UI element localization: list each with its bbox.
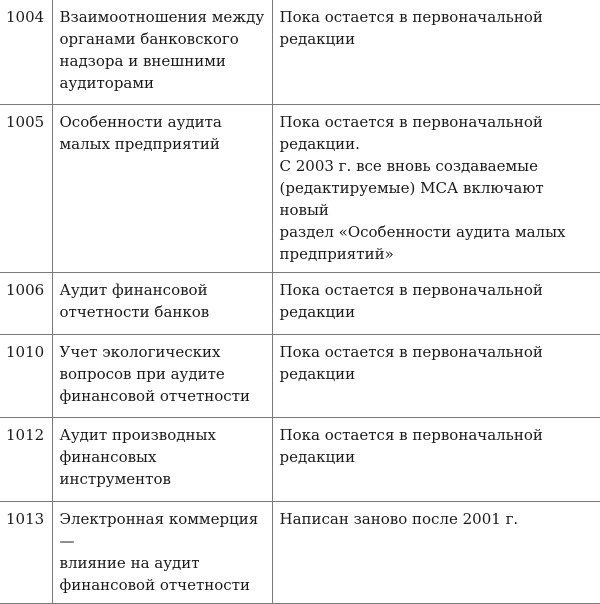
standard-status: Пока остается в первоначальной редакции bbox=[272, 0, 600, 104]
table-row bbox=[0, 334, 600, 417]
standard-status: Пока остается в первоначальной редакции. С 2003 г. все вновь создаваемые (редактируемые) МСА включают новый раздел «Особенности аудита малых предприятий» bbox=[272, 104, 600, 272]
table-row bbox=[0, 501, 600, 603]
standard-title: Аудит финансовой отчетности банков bbox=[52, 272, 272, 334]
standard-status: Пока остается в первоначальной редакции bbox=[272, 417, 600, 501]
table-row bbox=[0, 104, 600, 272]
table-row bbox=[0, 417, 600, 501]
standard-title: Аудит производных финансовых инструментов bbox=[52, 417, 272, 501]
standard-number: 1006 bbox=[0, 272, 52, 334]
standard-title: Электронная коммерция — влияние на аудит финансовой отчетности bbox=[52, 501, 272, 603]
table-row bbox=[0, 272, 600, 334]
standard-number: 1005 bbox=[0, 104, 52, 272]
standard-number: 1013 bbox=[0, 501, 52, 603]
standard-number: 1010 bbox=[0, 334, 52, 417]
standard-title: Взаимоотношения между органами банковского надзора и внешними аудиторами bbox=[52, 0, 272, 104]
table-row bbox=[0, 0, 600, 104]
standard-title: Особенности аудита малых предприятий bbox=[52, 104, 272, 272]
standard-status: Написан заново после 2001 г. bbox=[272, 501, 600, 603]
standard-title: Учет экологических вопросов при аудите финансовой отчетности bbox=[52, 334, 272, 417]
standard-number: 1004 bbox=[0, 0, 52, 104]
standard-status: Пока остается в первоначальной редакции bbox=[272, 334, 600, 417]
standard-status: Пока остается в первоначальной редакции bbox=[272, 272, 600, 334]
standard-number: 1012 bbox=[0, 417, 52, 501]
